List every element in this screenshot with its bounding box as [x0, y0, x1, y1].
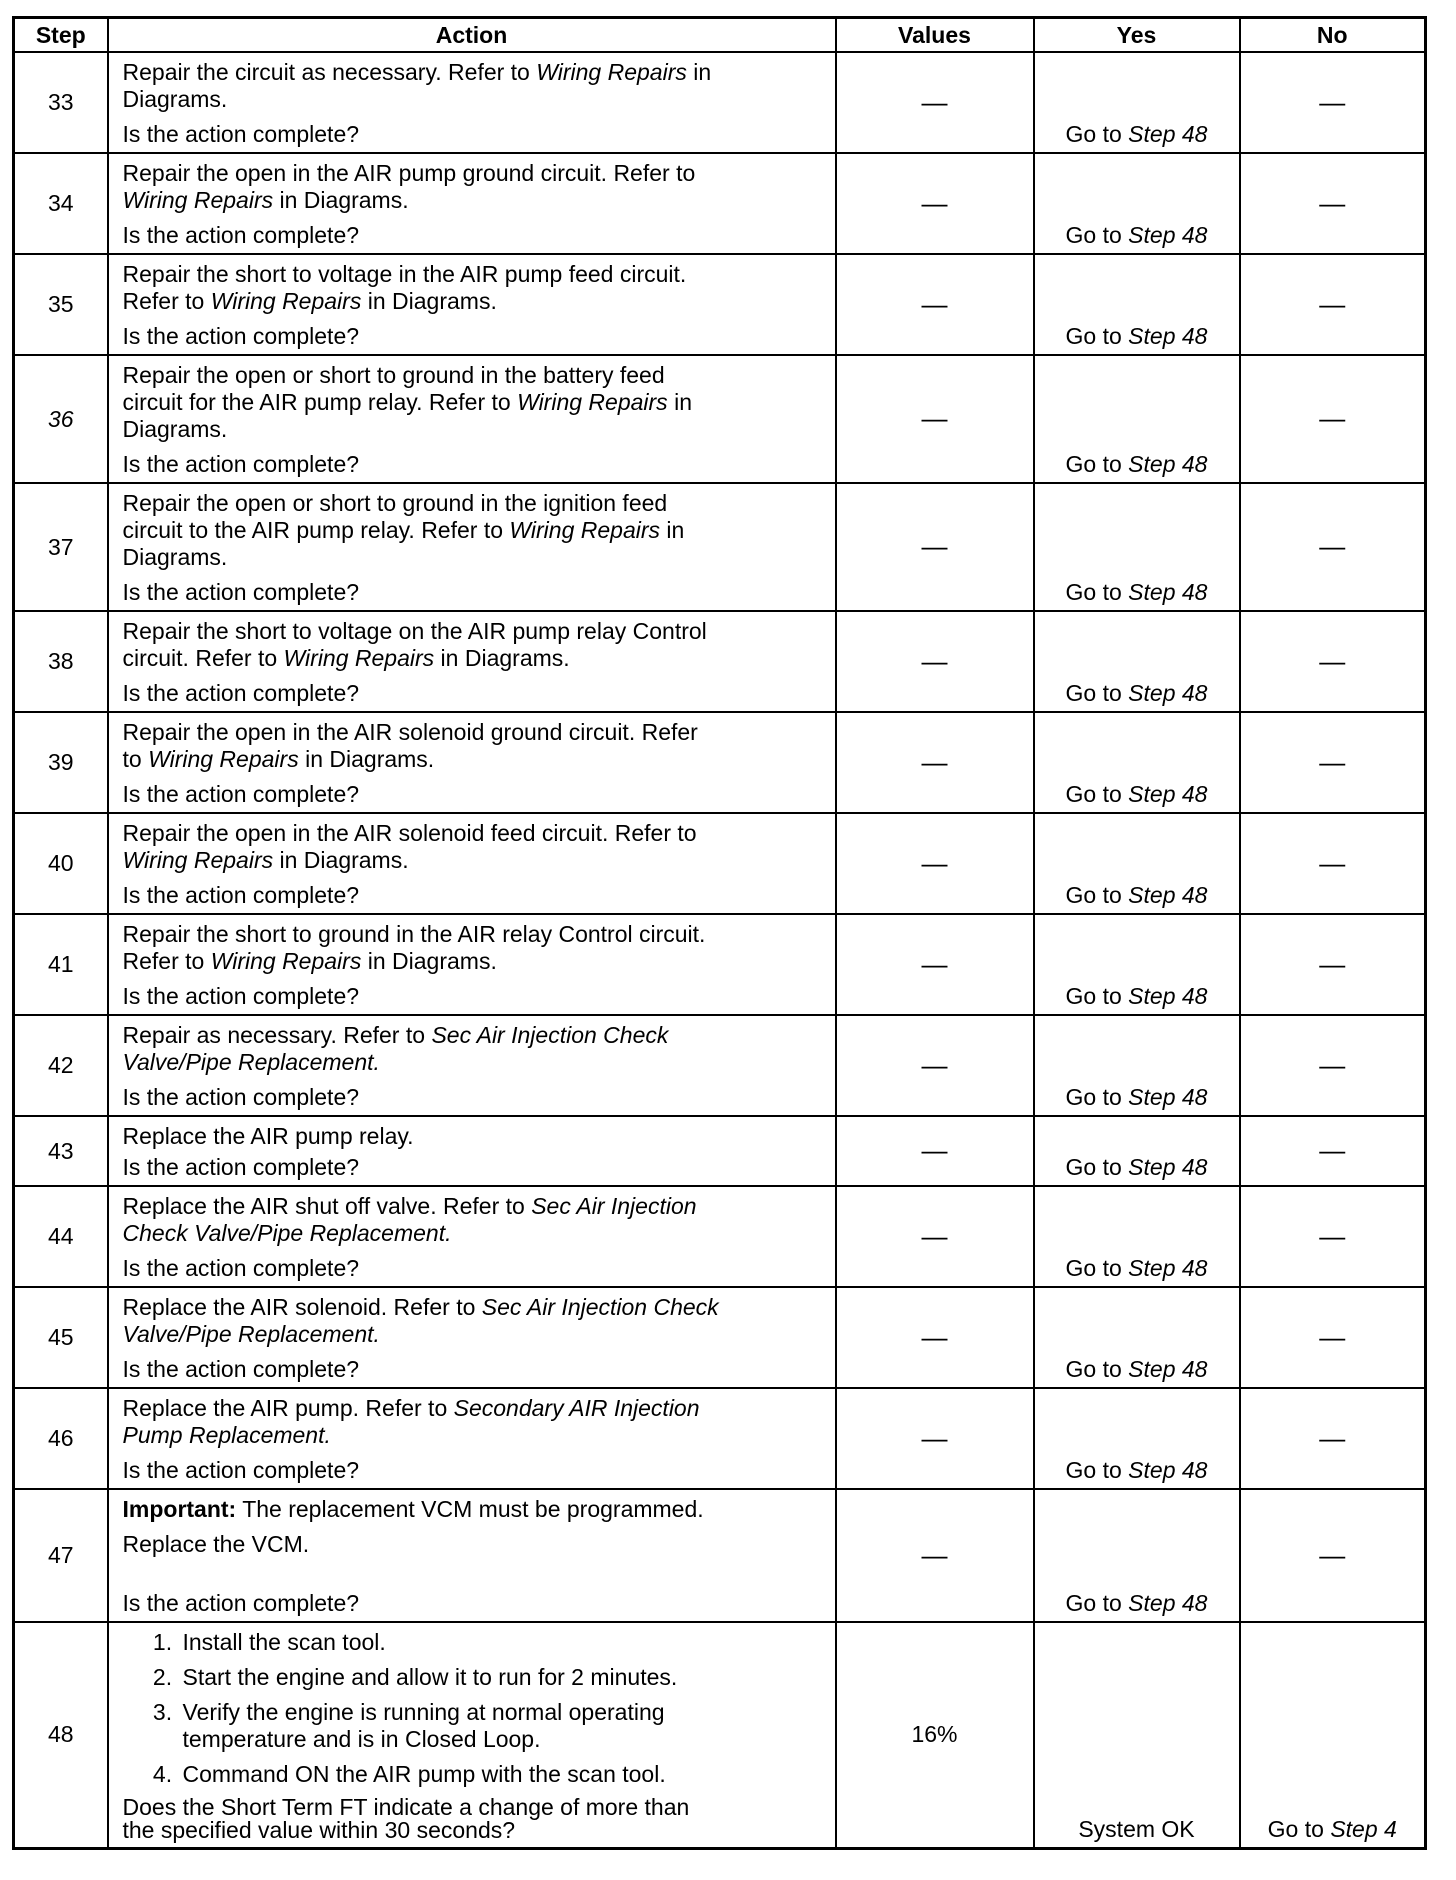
values-dash: —	[921, 1220, 948, 1251]
action-text	[123, 1395, 827, 1449]
action-text-segment: in Diagrams.	[273, 187, 409, 213]
yes-cell	[1034, 483, 1240, 611]
action-text: Replace the VCM.	[122, 1531, 310, 1557]
important-note	[123, 1496, 827, 1523]
action-text-segment: in	[660, 517, 685, 543]
values-cell	[836, 712, 1034, 813]
values-cell	[836, 1116, 1034, 1186]
yes-goto-prefix: Go to	[1065, 680, 1129, 706]
no-dash: —	[1319, 187, 1346, 218]
yes-goto-target: Step 48	[1128, 1154, 1208, 1180]
values-cell: 16%	[836, 1622, 1034, 1848]
action-cell	[108, 153, 836, 254]
procedure-item: 3. Verify the engine is running at normal operating temperature and is in Closed Loop.	[179, 1699, 743, 1753]
action-text-segment: Repair the short to ground in the AIR relay Control circuit.	[122, 921, 706, 947]
values-cell	[836, 355, 1034, 483]
values-cell	[836, 1186, 1034, 1287]
reference-link-text: Check Valve/Pipe Replacement.	[122, 1220, 452, 1246]
yes-goto-target: Step 48	[1128, 451, 1208, 477]
no-dash: —	[1319, 1321, 1346, 1352]
no-cell	[1240, 1388, 1426, 1489]
reference-link-text: Valve/Pipe Replacement.	[122, 1321, 380, 1347]
values-cell	[836, 914, 1034, 1015]
header-step: Step	[14, 18, 108, 53]
action-question: Is the action complete?	[122, 323, 360, 349]
values-dash: —	[921, 746, 948, 777]
values-cell	[836, 1489, 1034, 1622]
action-question: Is the action complete?	[122, 579, 360, 605]
table-row-step-44	[14, 1186, 1426, 1287]
step-number: 38	[14, 611, 108, 712]
action-text-segment: Diagrams.	[122, 544, 228, 570]
action-cell	[108, 611, 836, 712]
action-text-segment: Replace the AIR shut off valve. Refer to	[122, 1193, 532, 1219]
diagnostic-table-page	[12, 16, 1424, 1850]
values-dash: —	[921, 847, 948, 878]
values-dash: —	[921, 531, 948, 561]
no-cell	[1240, 254, 1426, 355]
action-text	[123, 719, 827, 773]
action-text-segment: Repair the open in the AIR pump ground circuit. Refer to	[122, 160, 696, 186]
action-text	[123, 618, 827, 672]
action-text-segment: Refer to	[122, 288, 211, 314]
no-cell	[1240, 1015, 1426, 1116]
action-text-segment: Replace the AIR pump relay.	[122, 1123, 414, 1149]
action-text-segment: Repair the short to voltage on the AIR pump relay Control	[122, 618, 707, 644]
yes-cell	[1034, 611, 1240, 712]
action-text	[123, 160, 827, 214]
step-number: 34	[14, 153, 108, 254]
yes-goto-target: Step 48	[1128, 680, 1208, 706]
yes-goto-prefix: Go to	[1065, 323, 1129, 349]
action-text	[123, 261, 827, 315]
diagnostic-table	[12, 16, 1427, 1850]
no-cell	[1240, 813, 1426, 914]
yes-goto-prefix: Go to	[1065, 882, 1129, 908]
step-number: 35	[14, 254, 108, 355]
header-yes: Yes	[1034, 18, 1240, 53]
reference-link-text: Wiring Repairs	[536, 59, 687, 85]
values-cell	[836, 1015, 1034, 1116]
no-cell	[1240, 712, 1426, 813]
action-text-segment: in Diagrams.	[361, 948, 497, 974]
table-row-step-40	[14, 813, 1426, 914]
action-question: Is the action complete?	[122, 1084, 360, 1110]
important-label: Important:	[122, 1496, 237, 1522]
procedure-item: 4. Command ON the AIR pump with the scan tool.	[179, 1761, 827, 1788]
action-text-segment: Repair the open in the AIR solenoid feed circuit. Refer to	[122, 820, 697, 846]
no-dash: —	[1319, 847, 1346, 878]
values-cell	[836, 1388, 1034, 1489]
reference-link-text: Wiring Repairs	[122, 847, 274, 873]
yes-goto-target: Step 48	[1128, 121, 1208, 147]
action-text-segment: in Diagrams.	[273, 847, 409, 873]
yes-goto-target: Step 48	[1128, 781, 1208, 807]
step-number: 36	[14, 355, 108, 483]
no-cell	[1240, 914, 1426, 1015]
no-cell	[1240, 1186, 1426, 1287]
yes-goto-prefix: Go to	[1065, 1084, 1129, 1110]
no-dash: —	[1319, 86, 1346, 117]
header-no: No	[1240, 18, 1426, 53]
action-question: Is the action complete?	[122, 781, 360, 807]
important-text: The replacement VCM must be programmed.	[236, 1496, 704, 1522]
action-text	[123, 820, 827, 874]
yes-goto-prefix: Go to	[1065, 1356, 1129, 1382]
action-cell	[108, 1622, 836, 1848]
yes-goto-target: Step 48	[1128, 1356, 1208, 1382]
reference-link-text: Wiring Repairs	[283, 645, 435, 671]
no-dash: —	[1319, 948, 1346, 979]
values-dash: —	[921, 86, 948, 117]
reference-link-text: Pump Replacement.	[122, 1422, 331, 1448]
no-dash: —	[1319, 1135, 1346, 1165]
no-cell	[1240, 1116, 1426, 1186]
step-number: 33	[14, 52, 108, 153]
step-number: 42	[14, 1015, 108, 1116]
table-row-step-41	[14, 914, 1426, 1015]
no-dash: —	[1319, 746, 1346, 777]
no-dash: —	[1319, 403, 1346, 433]
no-goto-prefix: Go to	[1267, 1815, 1331, 1842]
yes-cell	[1034, 1388, 1240, 1489]
action-text-segment: Replace the AIR pump. Refer to	[122, 1395, 454, 1421]
yes-goto-target: Step 48	[1128, 1255, 1208, 1281]
action-text-segment: Replace the AIR solenoid. Refer to	[122, 1294, 482, 1320]
reference-link-text: Sec Air Injection	[531, 1193, 697, 1219]
yes-cell	[1034, 1489, 1240, 1622]
action-text-segment: in	[667, 389, 692, 415]
table-row-step-42	[14, 1015, 1426, 1116]
yes-goto-target: Step 48	[1128, 222, 1208, 248]
table-row-step-33	[14, 52, 1426, 153]
action-text-segment: circuit to the AIR pump relay. Refer to	[122, 517, 510, 543]
action-text-segment: circuit. Refer to	[122, 645, 284, 671]
action-text-segment: to	[122, 746, 149, 772]
step-number: 43	[14, 1116, 108, 1186]
action-question: Is the action complete?	[122, 1255, 360, 1281]
procedure-question-line-2: the specified value within 30 seconds?	[122, 1817, 516, 1843]
no-cell	[1240, 153, 1426, 254]
action-text-segment: Refer to	[122, 948, 211, 974]
yes-goto-target: Step 48	[1128, 983, 1208, 1009]
yes-goto-target: Step 48	[1128, 1457, 1208, 1483]
table-row-step-47	[14, 1489, 1426, 1622]
values-dash: —	[921, 1321, 948, 1352]
yes-goto-prefix: Go to	[1065, 121, 1129, 147]
step-number: 46	[14, 1388, 108, 1489]
values-cell	[836, 1287, 1034, 1388]
step-number: 41	[14, 914, 108, 1015]
no-dash: —	[1319, 1422, 1346, 1453]
header-action: Action	[108, 18, 836, 53]
step-number: 39	[14, 712, 108, 813]
no-goto-target: Step 4	[1330, 1815, 1397, 1842]
action-question: Is the action complete?	[122, 1154, 360, 1180]
yes-goto-target: Step 48	[1128, 882, 1208, 908]
yes-goto-target: Step 48	[1128, 323, 1208, 349]
no-cell	[1240, 52, 1426, 153]
yes-cell	[1034, 52, 1240, 153]
table-row-step-37	[14, 483, 1426, 611]
values-dash: —	[921, 288, 948, 319]
action-text	[123, 1294, 827, 1348]
values-dash: —	[921, 1049, 948, 1080]
reference-link-text: Wiring Repairs	[148, 746, 299, 772]
action-text-segment: Repair the circuit as necessary. Refer to	[122, 59, 537, 85]
reference-link-text: Secondary AIR Injection	[453, 1395, 700, 1421]
procedure-question-line-1: Does the Short Term FT indicate a change of more than	[122, 1794, 690, 1820]
values-dash: —	[921, 948, 948, 979]
yes-goto-target: Step 48	[1128, 1084, 1208, 1110]
action-text	[123, 1193, 827, 1247]
no-cell	[1240, 355, 1426, 483]
step-number: 45	[14, 1287, 108, 1388]
action-cell	[108, 1489, 836, 1622]
step-number: 40	[14, 813, 108, 914]
action-cell	[108, 813, 836, 914]
yes-cell	[1034, 914, 1240, 1015]
action-text	[123, 1123, 827, 1150]
action-question: Is the action complete?	[122, 121, 360, 147]
action-text	[123, 362, 827, 443]
no-dash: —	[1319, 288, 1346, 319]
action-cell	[108, 712, 836, 813]
yes-cell	[1034, 1116, 1240, 1186]
reference-link-text: Sec Air Injection Check	[431, 1022, 669, 1048]
values-cell	[836, 52, 1034, 153]
action-text	[123, 490, 827, 571]
action-cell	[108, 355, 836, 483]
values-cell	[836, 611, 1034, 712]
action-text-segment: Diagrams.	[122, 416, 228, 442]
action-text-segment: in Diagrams.	[434, 645, 570, 671]
step-number: 48	[14, 1622, 108, 1848]
action-text-segment: Repair the open or short to ground in the battery feed	[122, 362, 665, 388]
yes-cell	[1034, 813, 1240, 914]
values-dash: —	[921, 1422, 948, 1453]
yes-goto-prefix: Go to	[1065, 781, 1129, 807]
action-text	[123, 1022, 827, 1076]
action-question: Is the action complete?	[122, 222, 360, 248]
reference-link-text: Wiring Repairs	[122, 187, 274, 213]
table-row-step-36	[14, 355, 1426, 483]
action-text-segment: Repair the open or short to ground in the ignition feed	[122, 490, 668, 516]
values-cell	[836, 483, 1034, 611]
table-row-step-38	[14, 611, 1426, 712]
action-text-segment: Diagrams.	[122, 86, 228, 112]
no-dash: —	[1319, 645, 1346, 676]
values-dash: —	[921, 1539, 948, 1570]
yes-cell	[1034, 1287, 1240, 1388]
header-values: Values	[836, 18, 1034, 53]
reference-link-text: Wiring Repairs	[210, 288, 362, 314]
step-number: 47	[14, 1489, 108, 1622]
values-cell	[836, 813, 1034, 914]
step-number: 44	[14, 1186, 108, 1287]
action-question: Is the action complete?	[122, 983, 360, 1009]
reference-link-text: Wiring Repairs	[509, 517, 661, 543]
no-cell	[1240, 1489, 1426, 1622]
action-cell	[108, 1287, 836, 1388]
reference-link-text: Valve/Pipe Replacement.	[122, 1049, 380, 1075]
yes-cell	[1034, 1015, 1240, 1116]
action-cell	[108, 483, 836, 611]
yes-goto-prefix: Go to	[1065, 1457, 1129, 1483]
yes-goto-prefix: Go to	[1065, 451, 1129, 477]
action-question: Is the action complete?	[122, 882, 360, 908]
no-dash: —	[1319, 1049, 1346, 1080]
action-text-segment: circuit for the AIR pump relay. Refer to	[122, 389, 518, 415]
table-row-step-45	[14, 1287, 1426, 1388]
procedure-item: 2. Start the engine and allow it to run for 2 minutes.	[179, 1664, 827, 1691]
action-text-segment: Repair the open in the AIR solenoid ground circuit. Refer	[122, 719, 698, 745]
no-cell	[1240, 1287, 1426, 1388]
action-text-segment: Repair as necessary. Refer to	[122, 1022, 432, 1048]
values-dash: —	[921, 645, 948, 676]
action-question: Is the action complete?	[122, 1356, 360, 1382]
table-row-step-35	[14, 254, 1426, 355]
action-text	[123, 59, 827, 113]
yes-cell	[1034, 355, 1240, 483]
action-text-segment: in Diagrams.	[361, 288, 497, 314]
values-cell	[836, 254, 1034, 355]
procedure-list	[123, 1629, 827, 1788]
action-text-segment: in	[686, 59, 712, 85]
no-dash: —	[1319, 1539, 1346, 1570]
no-cell	[1240, 1622, 1426, 1848]
yes-goto-prefix: Go to	[1065, 579, 1129, 605]
no-cell	[1240, 611, 1426, 712]
action-cell	[108, 914, 836, 1015]
yes-goto-prefix: Go to	[1065, 1590, 1129, 1616]
table-row-step-34	[14, 153, 1426, 254]
reference-link-text: Wiring Repairs	[517, 389, 668, 415]
action-cell	[108, 1015, 836, 1116]
action-text	[123, 921, 827, 975]
values-dash: —	[921, 1135, 948, 1165]
action-cell	[108, 1186, 836, 1287]
yes-cell	[1034, 1186, 1240, 1287]
table-header-row	[14, 18, 1426, 53]
values-cell	[836, 153, 1034, 254]
table-row-step-43	[14, 1116, 1426, 1186]
values-dash: —	[921, 187, 948, 218]
action-cell	[108, 1116, 836, 1186]
yes-goto-prefix: Go to	[1065, 1255, 1129, 1281]
yes-goto-prefix: Go to	[1065, 222, 1129, 248]
action-cell	[108, 52, 836, 153]
action-cell	[108, 1388, 836, 1489]
table-body	[14, 52, 1426, 1848]
no-dash: —	[1319, 531, 1346, 561]
values-dash: —	[921, 403, 948, 433]
action-question: Is the action complete?	[122, 1590, 360, 1616]
action-cell	[108, 254, 836, 355]
yes-cell: System OK	[1034, 1622, 1240, 1848]
table-row-step-48	[14, 1622, 1426, 1848]
action-question: Is the action complete?	[122, 1457, 360, 1483]
yes-goto-target: Step 48	[1128, 1590, 1208, 1616]
table-row-step-46	[14, 1388, 1426, 1489]
procedure-item: 1. Install the scan tool.	[179, 1629, 827, 1656]
action-text-segment: in Diagrams.	[298, 746, 435, 772]
no-cell	[1240, 483, 1426, 611]
reference-link-text: Wiring Repairs	[210, 948, 362, 974]
action-question: Is the action complete?	[122, 451, 360, 477]
yes-cell	[1034, 254, 1240, 355]
yes-goto-target: Step 48	[1128, 579, 1208, 605]
yes-cell	[1034, 712, 1240, 813]
no-dash: —	[1319, 1220, 1346, 1251]
yes-goto-prefix: Go to	[1065, 1154, 1129, 1180]
table-row-step-39	[14, 712, 1426, 813]
yes-goto-prefix: Go to	[1065, 983, 1129, 1009]
reference-link-text: Sec Air Injection Check	[481, 1294, 719, 1320]
step-number: 37	[14, 483, 108, 611]
action-text-segment: Repair the short to voltage in the AIR pump feed circuit.	[122, 261, 687, 287]
yes-cell	[1034, 153, 1240, 254]
action-question: Is the action complete?	[122, 680, 360, 706]
